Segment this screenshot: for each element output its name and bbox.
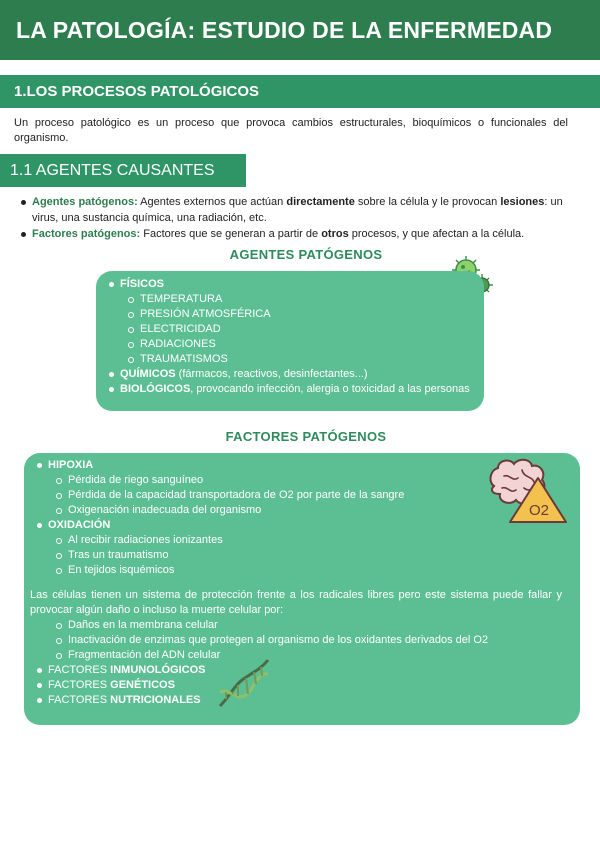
list-item: Inactivación de enzimas que protegen al organismo de los oxidantes derivados del O2 xyxy=(36,633,580,648)
category-label: FÍSICOS xyxy=(120,278,165,290)
factor-prefix: FACTORES xyxy=(48,664,111,676)
definitions-list xyxy=(32,194,572,242)
list-item xyxy=(108,382,484,397)
dna-icon xyxy=(216,656,272,710)
category-text: (fármacos, reactivos, desinfectantes...) xyxy=(175,368,368,380)
definition-agentes xyxy=(32,194,572,226)
list-item xyxy=(108,367,484,382)
term-agentes: Agentes patógenos: xyxy=(32,196,138,208)
factor-prefix: FACTORES xyxy=(48,694,111,706)
factor-prefix: FACTORES xyxy=(48,679,111,691)
definition-factores xyxy=(32,226,572,242)
protection-paragraph: Las células tienen un sistema de protección frente a los radicales libres pero este sistema puede fallar y provocar algún daño o incluso la muerte celular por: xyxy=(30,589,562,616)
list-item xyxy=(108,277,484,292)
def-text: procesos, y que afectan a la célula. xyxy=(348,228,525,240)
list-item: Daños en la membrana celular xyxy=(36,618,580,633)
section-heading: 1.LOS PROCESOS PATOLÓGICOS xyxy=(0,75,600,108)
agentes-heading: AGENTES PATÓGENOS xyxy=(229,247,383,262)
term-factores: Factores patógenos: xyxy=(32,228,141,240)
list-item xyxy=(36,678,580,693)
intro-text: Un proceso patológico es un proceso que provoca cambios estructurales, bioquímicos o funcionales del organismo. xyxy=(14,117,568,144)
factor-label: INMUNOLÓGICOS xyxy=(110,664,206,676)
def-bold: otros xyxy=(321,228,349,240)
def-text: sobre la célula y le provocan xyxy=(354,196,501,208)
list-item: Oxigenación inadecuada del organismo xyxy=(36,503,580,518)
brain-oxygen-warning-icon xyxy=(484,456,574,526)
category-text: , provocando infección, alergia o toxicidad a las personas xyxy=(190,383,470,395)
factores-heading: FACTORES PATÓGENOS xyxy=(225,429,387,444)
category-label: QUÍMICOS xyxy=(120,368,176,380)
def-text: Factores que se generan a partir de xyxy=(140,228,322,240)
factor-label: GENÉTICOS xyxy=(110,679,175,691)
subsection-heading: 1.1 AGENTES CAUSANTES xyxy=(0,154,246,187)
category-label: OXIDACIÓN xyxy=(48,519,111,531)
def-bold: lesiones xyxy=(500,196,545,208)
list-item: TRAUMATISMOS xyxy=(108,352,484,367)
list-item: Fragmentación del ADN celular xyxy=(36,648,580,663)
list-item: Pérdida de riego sanguíneo xyxy=(36,473,580,488)
category-label: BIOLÓGICOS xyxy=(120,383,191,395)
agentes-box xyxy=(96,271,484,411)
list-item: RADIACIONES xyxy=(108,337,484,352)
list-item: Pérdida de la capacidad transportadora de O2 por parte de la sangre xyxy=(36,488,580,503)
list-item xyxy=(36,663,580,678)
list-item: ELECTRICIDAD xyxy=(108,322,484,337)
list-item: Al recibir radiaciones ionizantes xyxy=(36,533,580,548)
page-title: LA PATOLOGÍA: ESTUDIO DE LA ENFERMEDAD xyxy=(0,0,600,60)
list-item: TEMPERATURA xyxy=(108,292,484,307)
o2-label: O2 xyxy=(528,502,550,519)
list-item: PRESIÓN ATMOSFÉRICA xyxy=(108,307,484,322)
category-label: HIPOXIA xyxy=(48,459,94,471)
list-item: En tejidos isquémicos xyxy=(36,563,580,578)
def-text: Agentes externos que actúan xyxy=(137,196,287,208)
list-item: Tras un traumatismo xyxy=(36,548,580,563)
def-text: : un virus, una sustancia química, una radiación, etc. xyxy=(32,196,563,224)
list-item xyxy=(36,693,580,708)
factor-label: NUTRICIONALES xyxy=(110,694,201,706)
def-bold: directamente xyxy=(286,196,355,208)
